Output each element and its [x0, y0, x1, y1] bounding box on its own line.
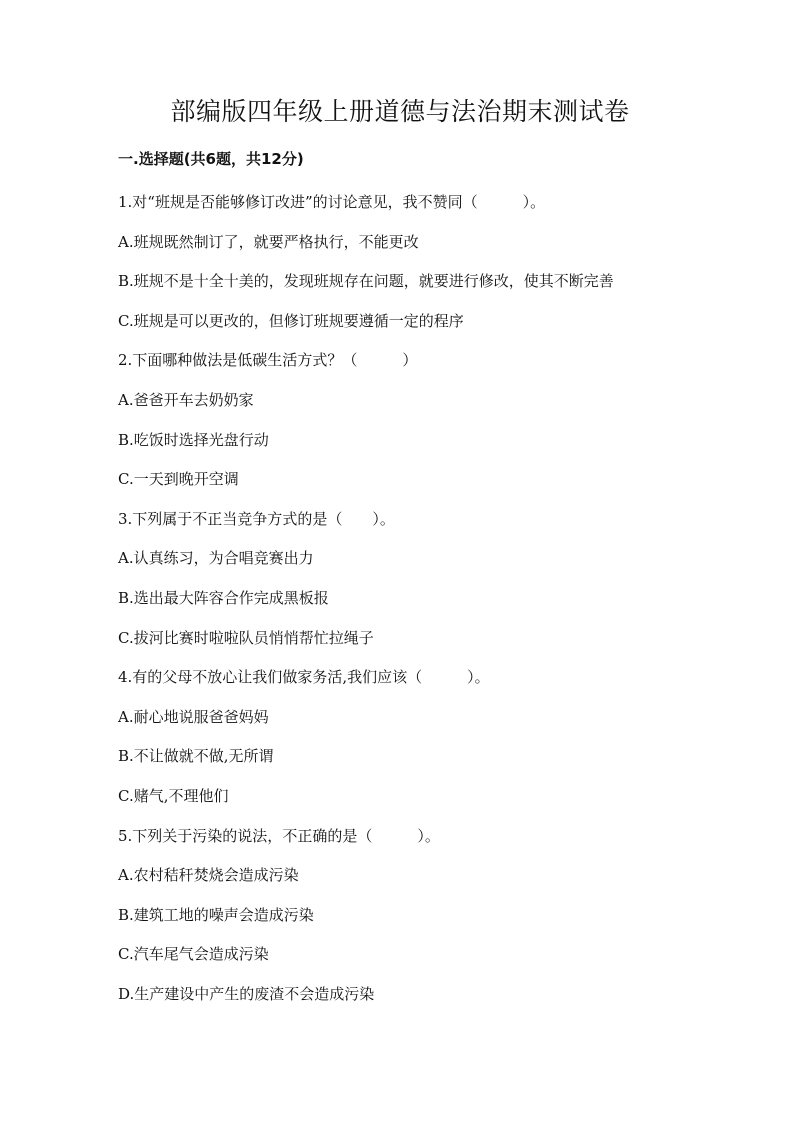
question-4-option-b: B.不让做就不做,无所谓: [118, 747, 274, 766]
section-heading: 一.选择题(共6题，共12分): [118, 150, 304, 168]
question-1-option-b: B.班规不是十全十美的，发现班规存在问题，就要进行修改，使其不断完善: [118, 272, 614, 291]
page-title: 部编版四年级上册道德与法治期末测试卷: [170, 97, 630, 126]
question-2-option-c: C.一天到晚开空调: [118, 470, 239, 489]
question-list: [118, 183, 678, 1014]
question-2-option-b: B.吃饭时选择光盘行动: [118, 430, 269, 449]
question-3-option-b: B.选出最大阵容合作完成黑板报: [118, 588, 329, 607]
question-4-stem: 4.有的父母不放心让我们做家务活,我们应该（ ）。: [118, 668, 490, 687]
question-1-stem: 1.对“班规是否能够修订改进”的讨论意见，我不赞同（ ）。: [118, 193, 546, 211]
question-2-stem: 2.下面哪种做法是低碳生活方式？（ ）: [118, 351, 418, 370]
question-5-option-d: D.生产建设中产生的废渣不会造成污染: [118, 984, 375, 1003]
question-2-option-a: A.爸爸开车去奶奶家: [118, 390, 254, 409]
question-5-stem: 5.下列关于污染的说法，不正确的是（ ）。: [118, 826, 440, 845]
question-1-option-a: A.班规既然制订了，就要严格执行，不能更改: [118, 232, 419, 251]
question-5-option-c: C.汽车尾气会造成污染: [118, 945, 269, 964]
question-3-option-a: A.认真练习，为合唱竞赛出力: [118, 549, 314, 568]
question-4-option-a: A.耐心地说服爸爸妈妈: [118, 707, 269, 726]
question-3-stem: 3.下列属于不正当竞争方式的是（ ）。: [118, 509, 395, 528]
question-3-option-c: C.拔河比赛时啦啦队员悄悄帮忙拉绳子: [118, 628, 374, 647]
question-4-option-c: C.赌气,不理他们: [118, 786, 229, 805]
question-1-option-c: C.班规是可以更改的，但修订班规要遵循一定的程序: [118, 311, 464, 330]
question-5-option-b: B.建筑工地的噪声会造成污染: [118, 905, 314, 924]
question-5-option-a: A.农村秸秆焚烧会造成污染: [118, 866, 299, 885]
